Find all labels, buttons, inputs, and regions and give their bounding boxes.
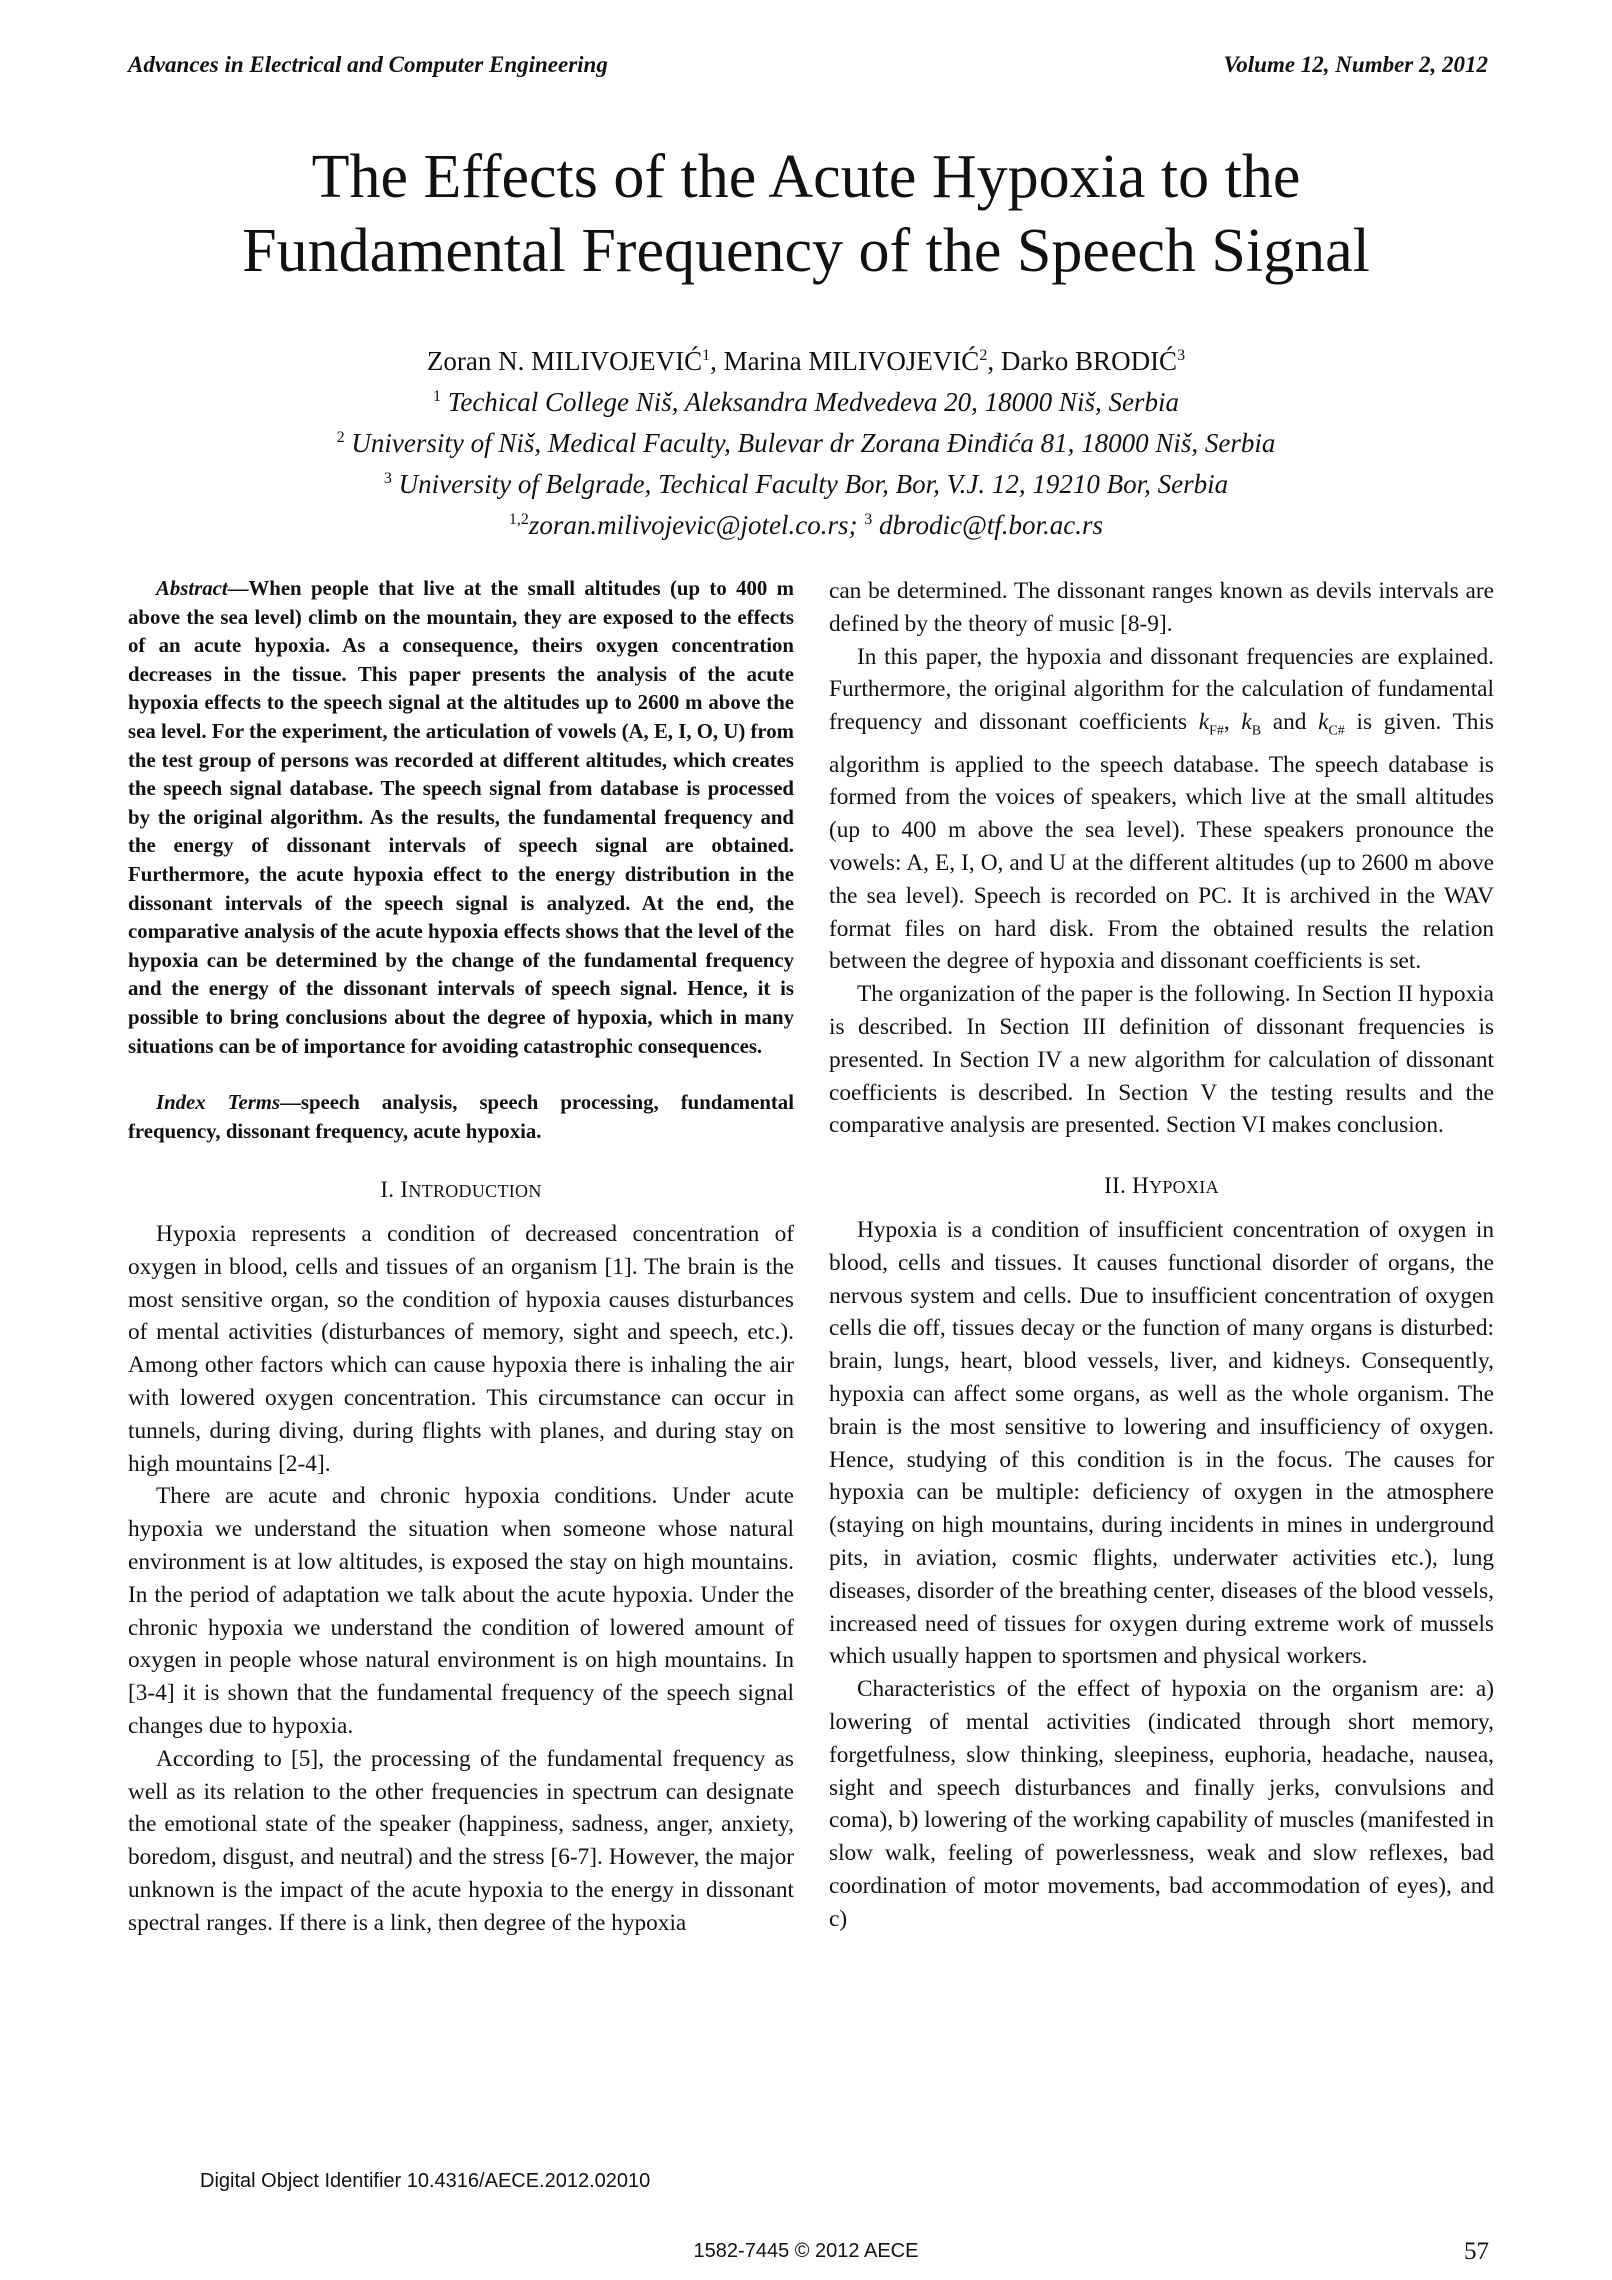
- author-3-sup: 3: [1177, 347, 1186, 364]
- index-terms-label: Index Terms: [156, 1091, 281, 1115]
- right-column: [829, 575, 1494, 1936]
- paper-title: [120, 140, 1492, 288]
- author-3: , Darko BRODIĆ: [987, 346, 1178, 376]
- author-2: , Marina MILIVOJEVIĆ: [710, 346, 980, 376]
- affiliation-1-sup: 1: [433, 388, 442, 405]
- abstract-label: Abstract: [156, 577, 228, 600]
- affiliation-2-sup: 2: [336, 429, 345, 446]
- author-1-sup: 1: [702, 347, 711, 364]
- author-block: [120, 338, 1492, 543]
- intro-paragraph-1: Hypoxia represents a condition of decreased concentration of oxygen in blood, cells and tissues of an organism [1]. The brain is the most sensitive organ, so the condition of hypoxia causes disturbances of mental activities (disturbances of memory, sight and speech, etc.). Among other factors which can cause hypoxia there is inhaling the air with lowered oxygen concentration. This circumstance can occur in tunnels, during diving, during flights with planes, and during stay on high mountains [2-4].: [128, 1221, 794, 1477]
- affiliation-3-sup: 3: [383, 470, 392, 487]
- authors-line: [427, 346, 1185, 376]
- intro-paragraph-2: There are acute and chronic hypoxia conditions. Under acute hypoxia we understand the situation when someone whose natural environment is at low altitudes, is exposed the stay on high mountains. In the period of adaptation we talk about the acute hypoxia. Under the chronic hypoxia we understand the condition of lowered amount of oxygen in people whose natural environment is on high mountains. In [3-4] it is shown that the fundamental frequency of the speech signal changes due to hypoxia.: [128, 1483, 794, 1740]
- email-2: dbrodic@tf.bor.ac.rs: [878, 510, 1104, 540]
- email-1: zoran.milivojevic@jotel.co.rs;: [528, 510, 865, 540]
- affiliation-1-text: Techical College Niš, Aleksandra Medvedeva 20, 18000 Niš, Serbia: [447, 387, 1179, 417]
- journal-name: Advances in Electrical and Computer Engineering: [128, 52, 608, 77]
- page-number: 57: [1464, 2238, 1489, 2265]
- section-heading-introduction: I. INTRODUCTION: [380, 1177, 542, 1203]
- section-heading-hypoxia: II. HYPOXIA: [1104, 1173, 1219, 1199]
- doi: Digital Object Identifier 10.4316/AECE.2012.02010: [200, 2170, 651, 2192]
- volume-info: Volume 12, Number 2, 2012: [1223, 52, 1488, 77]
- email-sup-1: 1,2: [508, 511, 529, 528]
- intro-paragraph-3-continued: can be determined. The dissonant ranges known as devils intervals are defined by the theory of music [8-9].: [829, 578, 1494, 637]
- emails: [120, 502, 1492, 543]
- copyright: 1582-7445 © 2012 AECE: [693, 2240, 919, 2262]
- hypoxia-paragraph-2: Characteristics of the effect of hypoxia on the organism are: a) lowering of mental activities (indicated through short memory, forgetfulness, slow thinking, sleepiness, euphoria, headache, nausea, sight and speech disturbances and finally jerks, convulsions and coma), b) lowering of the working capability of muscles (manifested in slow walk, feeling of powerlessness, weak and slow reflexes, bad coordination of motor movements, bad accommodation of eyes), and c): [829, 1676, 1494, 1932]
- abstract: [128, 575, 794, 1061]
- index-terms: [128, 1089, 794, 1146]
- author-2-sup: 2: [979, 347, 988, 364]
- intro-paragraph-4: In this paper, the hypoxia and dissonant frequencies are explained. Furthermore, the original algorithm for the calculation of fundamental frequency and dissonant coefficients $k_{F\#}$, $k_B$ and $k_{C\#}$ is given. This algorithm is applied to the speech database. The speech database is formed from the voices of speakers, which live at the small altitudes (up to 400 m above the sea level). These speakers pronounce the vowels: A, E, I, O, and U at the different altitudes (up to 2600 m above the sea level). Speech is recorded on PC. It is archived in the WAV format files on hard disk. From the obtained results the relation between the degree of hypoxia and dissonant coefficients is set.: [829, 643, 1494, 975]
- left-column: [128, 575, 794, 1940]
- affiliation-3: [120, 461, 1492, 502]
- author-1: Zoran N. MILIVOJEVIĆ: [426, 346, 703, 376]
- affiliation-2: [120, 420, 1492, 461]
- email-sup-2: 3: [864, 511, 873, 528]
- title-line-1: The Effects of the Acute Hypoxia to the: [311, 143, 1301, 211]
- affiliation-1: [120, 379, 1492, 420]
- intro-paragraph-5: The organization of the paper is the following. In Section II hypoxia is described. In Section III definition of dissonant frequencies is presented. In Section IV a new algorithm for calculation of dissonant coefficients is described. In Section V the testing results and the comparative analysis are presented. Section VI makes conclusion.: [829, 981, 1494, 1139]
- intro-paragraph-3: According to [5], the processing of the fundamental frequency as well as its relation to the other frequencies in spectrum can designate the emotional state of the speaker (happiness, sadness, anger, anxiety, boredom, disgust, and neutral) and the stress [6-7]. However, the major unknown is the impact of the acute hypoxia to the energy in dissonant spectral ranges. If there is a link, then degree of the hypoxia: [128, 1745, 794, 1936]
- title-line-2: Fundamental Frequency of the Speech Signal: [242, 217, 1370, 285]
- hypoxia-paragraph-1: Hypoxia is a condition of insufficient concentration of oxygen in blood, cells and tissues. It causes functional disorder of organs, the nervous system and cells. Due to insufficient concentration of oxygen cells die off, tissues decay or the function of many organs is disturbed: brain, lungs, heart, blood vessels, liver, and kidneys. Consequently, hypoxia can affect some organs, as well as the whole organism. The brain is the most sensitive to lowering and insufficiency of oxygen. Hence, studying of this condition is in the focus. The causes for hypoxia can be multiple: deficiency of oxygen in the atmosphere (staying on high mountains, during incidents in mines in underground pits, in aviation, cosmic flights, underwater activities etc.), lung diseases, disorder of the breathing center, diseases of the blood vessels, increased need of tissues for oxygen during extreme work of mussels which usually happen to sportsmen and physical workers.: [829, 1217, 1494, 1670]
- index-terms-text: —speech analysis, speech processing, fundamental frequency, dissonant frequency, acute hypoxia.: [128, 1091, 794, 1143]
- affiliation-2-text: University of Niš, Medical Faculty, Bulevar dr Zorana Đinđića 81, 18000 Niš, Serbia: [351, 428, 1276, 458]
- abstract-text: —When people that live at the small altitudes (up to 400 m above the sea level) climb on the mountain, they are exposed to the effects of an acute hypoxia. As a consequence, theirs oxygen concentration decreases in the tissue. This paper presents the analysis of the acute hypoxia effects to the speech signal at the altitudes up to 2600 m above the sea level. For the experiment, the articulation of vowels (A, E, I, O, U) from the test group of persons was recorded at different altitudes, which creates the speech signal database. The speech signal from database is processed by the original algorithm. As the results, the fundamental frequency and the energy of dissonant intervals of speech signal are obtained. Furthermore, the acute hypoxia effect to the energy distribution in the dissonant intervals of the speech signal is analyzed. At the end, the comparative analysis of the acute hypoxia effects shows that the level of the hypoxia can be determined by the change of the fundamental frequency and the energy of the dissonant intervals of speech signal. Hence, it is possible to bring conclusions about the degree of hypoxia, which in many situations can be of importance for avoiding catastrophic consequences.: [128, 577, 794, 1058]
- affiliation-3-text: University of Belgrade, Techical Faculty Bor, Bor, V.J. 12, 19210 Bor, Serbia: [398, 469, 1229, 499]
